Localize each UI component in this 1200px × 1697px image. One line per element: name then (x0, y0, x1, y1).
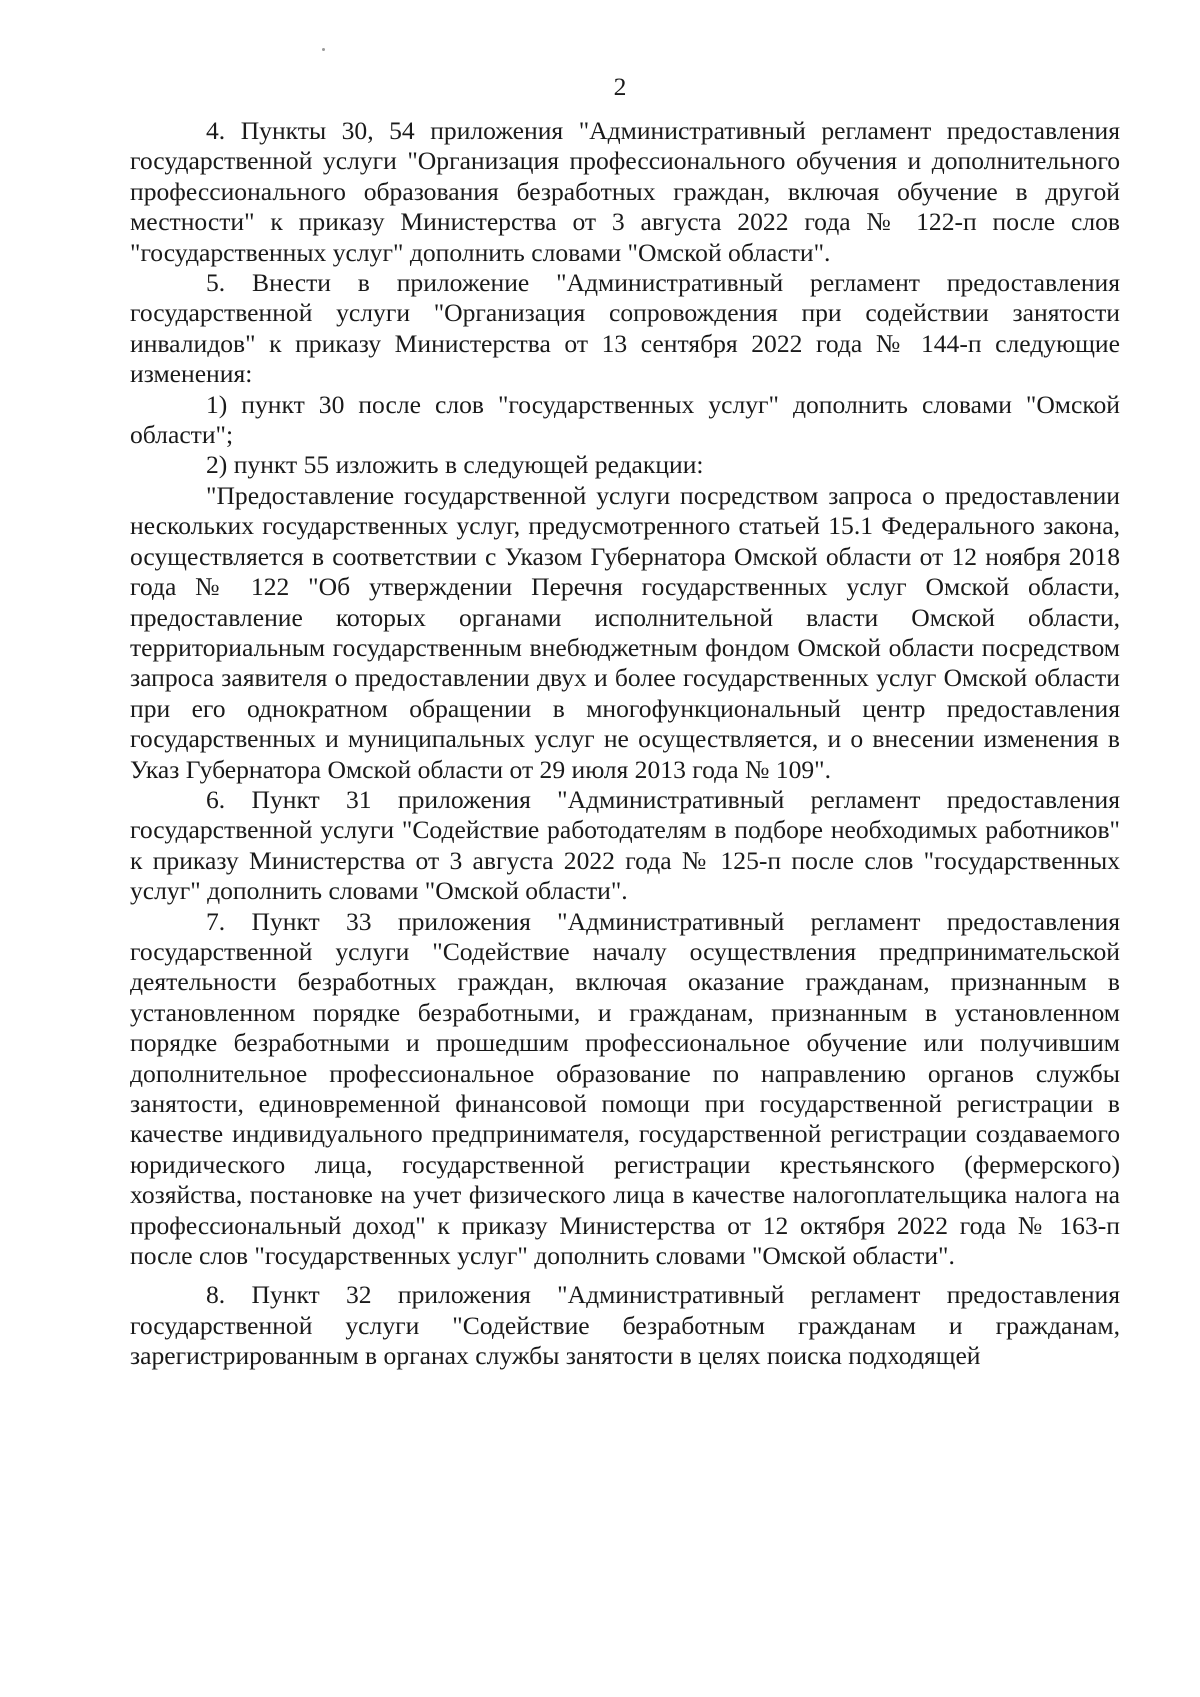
paragraph-subitem-1: 1) пункт 30 после слов "государственных услуг" дополнить словами "Омской области"; (130, 389, 1120, 450)
paragraph-item-6: 6. Пункт 31 приложения "Административный регламент предоставления государственной услуги "Содействие работодателям в подборе необходимых работников" к приказу Министерства от 3 августа 2022 года № 125-п после слов "государственных услуг" дополнить словами "Омской области". (130, 784, 1120, 906)
paragraph-item-7: 7. Пункт 33 приложения "Административный регламент предоставления государственной услуги "Содействие началу осуществления предпринимательской деятельности безработных граждан, включая оказание гражданам, признанным в установленном порядке безработными, и гражданам, признанным в установленном порядке безработными и прошедшим профессиональное обучение или получившим дополнительное профессиональное образование по направлению органов службы занятости, единовременной финансовой помощи при государственной регистрации в качестве индивидуального предпринимателя, государственной регистрации создаваемого юридического лица, государственной регистрации крестьянского (фермерского) хозяйства, постановке на учет физического лица в качестве налогоплательщика налога на профессиональный доход" к приказу Министерства от 12 октября 2022 года № 163-п после слов "государственных услуг" дополнить словами "Омской области". (130, 906, 1120, 1271)
paragraph-subitem-2: 2) пункт 55 изложить в следующей редакции: (206, 450, 704, 480)
page-number: 2 (613, 72, 627, 101)
paragraph-quoted-text: "Предоставление государственной услуги посредством запроса о предоставлении нескольких государственных услуг, предусмотренного статьей 15.1 Федерального закона, осуществляется в соответствии с Указом Губернатора Омской области от 12 ноября 2018 года № 122 "Об утверждении Перечня государственных услуг Омской области, предоставление которых органами исполнительной власти Омской области, территориальным государственным внебюджетным фондом Омской области посредством запроса заявителя о предоставлении двух и более государственных услуг Омской области при его однократном обращении в многофункциональный центр предоставления государственных и муниципальных услуг не осуществляется, и о внесении изменения в Указ Губернатора Омской области от 29 июля 2013 года № 109". (130, 480, 1120, 784)
paragraph-item-5: 5. Внести в приложение "Административный регламент предоставления государственной услуги "Организация сопровождения при содействии занятости инвалидов" к приказу Министерства от 13 сентября 2022 года № 144-п следующие изменения: (130, 268, 1120, 389)
paragraph-item-8: 8. Пункт 32 приложения "Административный регламент предоставления государственной услуги "Содействие безработным гражданам и гражданам, зарегистрированным в органах службы занятости в целях поиска подходящей (130, 1280, 1120, 1371)
scan-speck (322, 48, 325, 51)
document-body (130, 116, 1120, 1372)
paragraph-item-4: 4. Пункты 30, 54 приложения "Административный регламент предоставления государственной услуги "Организация профессионального обучения и дополнительного профессионального образования безработных граждан, включая обучение в другой местности" к приказу Министерства от 3 августа 2022 года № 122-п после слов "государственных услуг" дополнить словами "Омской области". (130, 116, 1120, 267)
